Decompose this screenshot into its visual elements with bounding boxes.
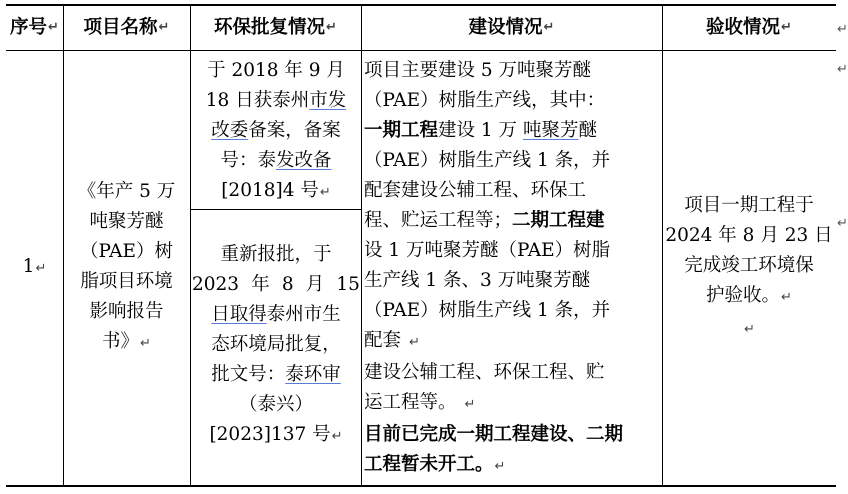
acceptance-description: 项目一期工程于 2024 年 8 月 23 日 完成竣工环境保 护验收。↵ ↵ bbox=[665, 194, 833, 337]
env-project-table bbox=[6, 4, 836, 487]
header-acceptance: 验收情况 ↵ bbox=[706, 17, 792, 38]
approval-divider bbox=[190, 209, 361, 210]
header-construction: 建设情况 ↵ bbox=[468, 17, 555, 38]
row-seq: 1↵ bbox=[22, 255, 47, 277]
row-end-mark: ↵ bbox=[837, 22, 848, 37]
column-divider bbox=[190, 6, 191, 485]
header-approval: 环保批复情况 ↵ bbox=[214, 17, 337, 38]
row-project-name: 《年产 5 万 吨聚芳醚 （PAE）树 脂项目环境 影响报告 书》↵ bbox=[77, 180, 176, 352]
header-seq: 序号 ↵ bbox=[10, 17, 59, 38]
approval-record-2018: 于 2018 年 9 月 18 日获泰州市发 改委备案，备案 号：泰发改备 [2018]4 号↵ bbox=[205, 60, 347, 201]
column-divider bbox=[361, 6, 362, 485]
row-end-mark: ↵ bbox=[837, 216, 848, 231]
construction-description: 项目主要建设 5 万吨聚芳醚 （PAE）树脂生产线，其中： 一期工程建设 1 万 吨聚芳醚 （PAE）树脂生产线 1 条，并 配套建设公辅工程、环保工 程、贮运工程等；二期工程建 设 1 万吨聚芳醚（PAE）树脂 生产线 1 条、3 万吨聚芳醚 （PAE）树脂生产线 1 条，并 配套 ↵ 建设公辅工程、环保工程、贮 运工程等。 ↵ 目前已完成一期工程建设、二期 工程暂未开工。↵ bbox=[364, 60, 624, 475]
header-project-name: 项目名称 ↵ bbox=[83, 17, 170, 38]
row-end-mark: ↵ bbox=[837, 62, 848, 77]
approval-record-2023: 重新报批，于 2023 年 8 月 15 日取得泰州市生 态环境局批复， 批文号：泰环审 （泰兴） [2023]137 号↵ bbox=[192, 244, 360, 445]
